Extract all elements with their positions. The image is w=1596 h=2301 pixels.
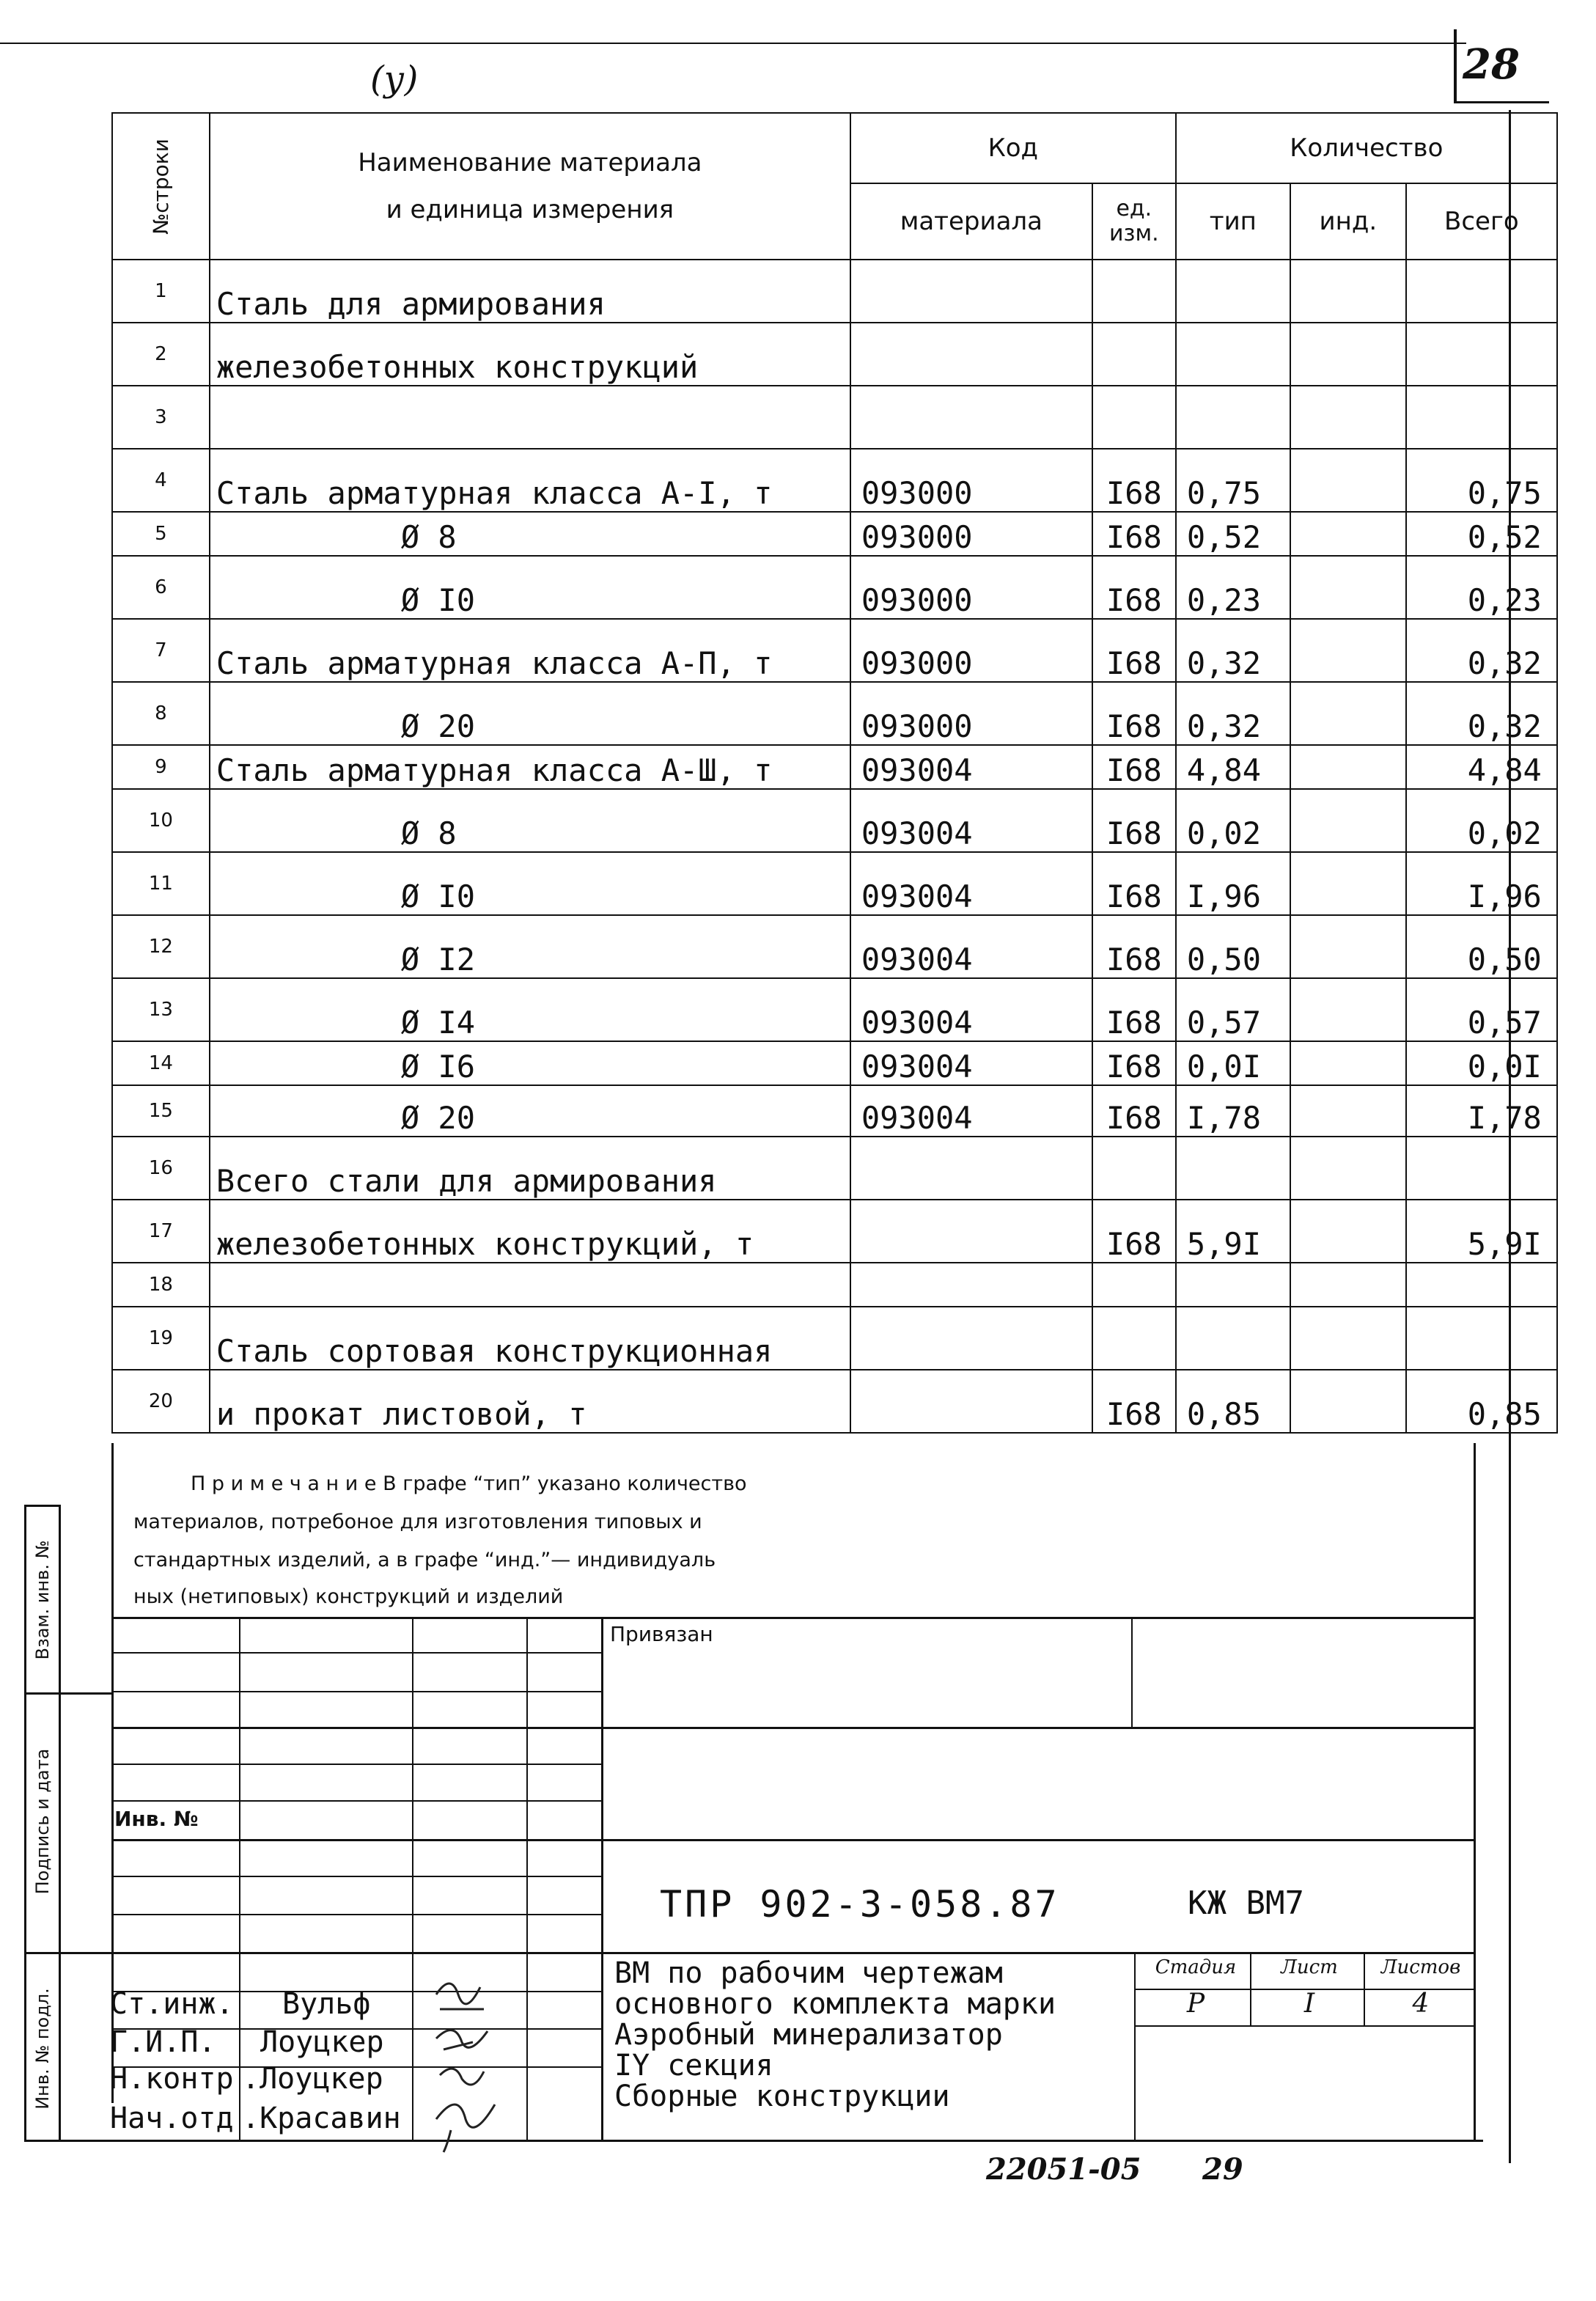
row-code (850, 386, 1092, 449)
row-diameter: Ø 20 (210, 682, 850, 745)
table-row (112, 1370, 1557, 1433)
row-ind-qty (1290, 1137, 1406, 1200)
row-ind-qty (1290, 323, 1406, 386)
row-type-qty: 4,84 (1176, 745, 1290, 789)
row-number: 12 (112, 915, 210, 978)
margin-right-line (59, 1505, 61, 2141)
privyazan-label: Привязан (610, 1622, 713, 1646)
row-type-qty: 0,02 (1176, 789, 1290, 852)
row-ind-qty (1290, 1085, 1406, 1137)
signer-role-1: Ст.инж. (110, 1987, 234, 2021)
row-name: Сталь арматурная класса А-П, т (210, 619, 850, 682)
row-code: 093004 (850, 915, 1092, 978)
row-unit (1092, 1307, 1176, 1370)
row-type-qty: 0,23 (1176, 556, 1290, 619)
sheet-number-box-bottom (1454, 101, 1549, 103)
table-row (112, 1085, 1557, 1137)
table-row (112, 978, 1557, 1041)
row-unit: I68 (1092, 619, 1176, 682)
row-total-qty: 0,75 (1406, 449, 1557, 512)
stamp-col-4 (601, 1617, 603, 2140)
table-row (112, 915, 1557, 978)
row-unit: I68 (1092, 1085, 1176, 1137)
table-row (112, 1200, 1557, 1263)
row-diameter: Ø 20 (210, 1085, 850, 1137)
row-unit: I68 (1092, 1370, 1176, 1433)
row-ind-qty (1290, 386, 1406, 449)
row-ind-qty (1290, 789, 1406, 852)
row-code (850, 1307, 1092, 1370)
header-type: тип (1176, 183, 1290, 260)
row-type-qty (1176, 386, 1290, 449)
side-label-sign-date: Подпись и дата (32, 1748, 53, 1895)
row-unit (1092, 1263, 1176, 1307)
row-diameter: Ø I4 (210, 978, 850, 1041)
row-name: и прокат листовой, т (210, 1370, 850, 1433)
row-ind-qty (1290, 1041, 1406, 1085)
row-ind-qty (1290, 1263, 1406, 1307)
table-row (112, 449, 1557, 512)
materials-table (111, 112, 1558, 1434)
stage-label: Стадия (1155, 1956, 1237, 1978)
row-total-qty: 0,50 (1406, 915, 1557, 978)
row-number: 4 (112, 449, 210, 512)
row-code (850, 1263, 1092, 1307)
row-total-qty: 0,0I (1406, 1041, 1557, 1085)
row-type-qty: I,96 (1176, 852, 1290, 915)
row-number: 3 (112, 386, 210, 449)
stamp-row-e (111, 1800, 603, 1802)
row-name: Всего стали для армирования (210, 1137, 850, 1200)
row-unit: I68 (1092, 449, 1176, 512)
row-code: 093004 (850, 852, 1092, 915)
row-code: 093000 (850, 449, 1092, 512)
row-number: 15 (112, 1085, 210, 1137)
row-diameter: Ø I2 (210, 915, 850, 978)
row-code (850, 1370, 1092, 1433)
row-unit (1092, 1137, 1176, 1200)
signer-name-2: Лоуцкер (260, 2025, 384, 2059)
side-label-inv-replace: Взам. инв. № (32, 1540, 53, 1660)
row-type-qty: I,78 (1176, 1085, 1290, 1137)
row-ind-qty (1290, 556, 1406, 619)
row-type-qty (1176, 1137, 1290, 1200)
table-row (112, 1137, 1557, 1200)
table-row (112, 619, 1557, 682)
row-code: 093000 (850, 556, 1092, 619)
row-ind-qty (1290, 1370, 1406, 1433)
sheet-value: I (1303, 1989, 1315, 2019)
row-unit: I68 (1092, 978, 1176, 1041)
table-row (112, 745, 1557, 789)
row-unit: I68 (1092, 852, 1176, 915)
table-row (112, 556, 1557, 619)
row-code: 093000 (850, 682, 1092, 745)
row-code: 093004 (850, 1085, 1092, 1137)
row-code: 093004 (850, 978, 1092, 1041)
row-type-qty: 0,75 (1176, 449, 1290, 512)
table-row (112, 260, 1557, 323)
header-unit: ед. изм. (1092, 183, 1176, 260)
bottom-archive-number: 22051-05 (986, 2152, 1141, 2187)
row-unit: I68 (1092, 789, 1176, 852)
row-total-qty: 0,85 (1406, 1370, 1557, 1433)
row-code (850, 323, 1092, 386)
row-name: Сталь арматурная класса А-I, т (210, 449, 850, 512)
row-type-qty: 0,32 (1176, 682, 1290, 745)
stamp-row-i (111, 1952, 1474, 1954)
row-unit: I68 (1092, 1041, 1176, 1085)
row-name: железобетонных конструкций, т (210, 1200, 850, 1263)
row-code: 093000 (850, 512, 1092, 556)
stamp-row-c (111, 1727, 1474, 1729)
stamp-row-a (111, 1652, 603, 1654)
row-total-qty: 0,23 (1406, 556, 1557, 619)
row-total-qty (1406, 260, 1557, 323)
note-right-line (1474, 1443, 1476, 2140)
row-diameter: Ø I6 (210, 1041, 850, 1085)
document-mark: КЖ ВМ7 (1188, 1885, 1304, 1922)
row-type-qty: 0,57 (1176, 978, 1290, 1041)
sheet-label: Лист (1281, 1956, 1338, 1978)
stamp-row-g (111, 1876, 603, 1877)
row-total-qty: 0,32 (1406, 619, 1557, 682)
row-number: 6 (112, 556, 210, 619)
row-number: 10 (112, 789, 210, 852)
row-diameter: Ø I0 (210, 556, 850, 619)
table-row (112, 386, 1557, 449)
row-type-qty: 0,32 (1176, 619, 1290, 682)
row-number: 19 (112, 1307, 210, 1370)
top-border-line (0, 43, 1466, 44)
row-ind-qty (1290, 978, 1406, 1041)
header-code: Код (850, 113, 1176, 183)
stamp-row-d (111, 1764, 603, 1765)
table-row (112, 512, 1557, 556)
header-name: Наименование материала и единица измерения (210, 113, 850, 260)
row-type-qty (1176, 1263, 1290, 1307)
row-number: 13 (112, 978, 210, 1041)
inv-no-label: Инв. № (114, 1807, 199, 1831)
note-line-2: материалов, потребоное для изготовления типовых и (133, 1511, 702, 1533)
stamp-stage-col-2 (1364, 1952, 1365, 2025)
table-row (112, 1263, 1557, 1307)
table-row (112, 789, 1557, 852)
row-code (850, 1200, 1092, 1263)
stamp-col-5 (1131, 1617, 1133, 1727)
header-total: Всего (1406, 183, 1557, 260)
row-total-qty: 0,57 (1406, 978, 1557, 1041)
top-mark: (у) (370, 59, 419, 100)
row-unit (1092, 386, 1176, 449)
row-number: 8 (112, 682, 210, 745)
row-ind-qty (1290, 682, 1406, 745)
row-number: 17 (112, 1200, 210, 1263)
row-number: 9 (112, 745, 210, 789)
stamp-top-line (111, 1617, 1474, 1619)
header-material: материала (850, 183, 1092, 260)
document-title: ВМ по рабочим чертежам основного комплекта марки Аэробный минерализатор IY секция Сборные конструкции (614, 1956, 1056, 2113)
table-row (112, 1041, 1557, 1085)
row-code: 093004 (850, 745, 1092, 789)
stamp-col-2 (412, 1617, 413, 2140)
document-code: ТПР 902-3-058.87 (660, 1883, 1060, 1926)
row-diameter: Ø 8 (210, 512, 850, 556)
row-number: 2 (112, 323, 210, 386)
row-diameter: Ø 8 (210, 789, 850, 852)
signer-name-1: Вульф (282, 1987, 371, 2021)
stamp-col-6 (1134, 1952, 1136, 2140)
row-number: 16 (112, 1137, 210, 1200)
row-name: Сталь сортовая конструкционная (210, 1307, 850, 1370)
row-ind-qty (1290, 915, 1406, 978)
signer-role-2: Г.И.П. (110, 2025, 216, 2059)
signer-role-4: Нач.отд (110, 2102, 234, 2135)
row-number: 11 (112, 852, 210, 915)
row-type-qty: 0,0I (1176, 1041, 1290, 1085)
row-unit: I68 (1092, 745, 1176, 789)
row-code: 093004 (850, 789, 1092, 852)
row-unit: I68 (1092, 556, 1176, 619)
row-name (210, 386, 850, 449)
row-type-qty: 0,85 (1176, 1370, 1290, 1433)
bottom-border-line (24, 2140, 1483, 2142)
note-line-1: П р и м е ч а н и е В графе “тип” указано количество (191, 1472, 747, 1495)
row-name: железобетонных конструкций (210, 323, 850, 386)
stamp-row-f (111, 1839, 1474, 1841)
signer-role-3: Н.контр (110, 2062, 234, 2096)
stamp-row-b (111, 1691, 603, 1692)
row-unit: I68 (1092, 682, 1176, 745)
row-ind-qty (1290, 1200, 1406, 1263)
sheets-label: Листов (1380, 1956, 1461, 1978)
row-number: 7 (112, 619, 210, 682)
row-unit (1092, 323, 1176, 386)
bottom-page-number: 29 (1202, 2152, 1243, 2187)
row-unit: I68 (1092, 915, 1176, 978)
stamp-col-1 (239, 1617, 240, 2140)
row-number: 1 (112, 260, 210, 323)
note-line-4: ных (нетиповых) конструкций и изделий (133, 1585, 564, 1608)
signer-name-4: .Красавин (242, 2102, 401, 2135)
header-rownum: №строки (112, 113, 210, 260)
row-total-qty (1406, 386, 1557, 449)
row-total-qty (1406, 1263, 1557, 1307)
row-ind-qty (1290, 619, 1406, 682)
row-total-qty: I,96 (1406, 852, 1557, 915)
row-type-qty: 0,50 (1176, 915, 1290, 978)
row-number: 20 (112, 1370, 210, 1433)
stage-value: Р (1186, 1989, 1205, 2019)
signatures-scribble (422, 1965, 532, 2156)
sheet-number: 28 (1463, 40, 1520, 89)
row-total-qty (1406, 1137, 1557, 1200)
header-ind: инд. (1290, 183, 1406, 260)
table-row (112, 852, 1557, 915)
row-total-qty: 5,9I (1406, 1200, 1557, 1263)
row-total-qty (1406, 323, 1557, 386)
row-unit: I68 (1092, 1200, 1176, 1263)
row-unit: I68 (1092, 512, 1176, 556)
table-row (112, 323, 1557, 386)
row-name: Сталь арматурная класса А-Ш, т (210, 745, 850, 789)
row-ind-qty (1290, 512, 1406, 556)
row-type-qty (1176, 1307, 1290, 1370)
row-type-qty (1176, 323, 1290, 386)
row-name: Сталь для армирования (210, 260, 850, 323)
row-total-qty (1406, 1307, 1557, 1370)
row-number: 14 (112, 1041, 210, 1085)
row-code: 093000 (850, 619, 1092, 682)
row-type-qty: 5,9I (1176, 1200, 1290, 1263)
sheet-number-box-left (1454, 29, 1457, 103)
row-type-qty (1176, 260, 1290, 323)
row-total-qty: I,78 (1406, 1085, 1557, 1137)
side-label-inv-orig: Инв. № подл. (32, 1988, 53, 2110)
row-code (850, 260, 1092, 323)
note-line-3: стандартных изделий, а в графе “инд.”— индивидуаль (133, 1549, 716, 1571)
row-total-qty: 0,02 (1406, 789, 1557, 852)
stamp-row-h (111, 1914, 603, 1915)
header-qty: Количество (1176, 113, 1557, 183)
row-ind-qty (1290, 449, 1406, 512)
row-total-qty: 0,32 (1406, 682, 1557, 745)
row-type-qty: 0,52 (1176, 512, 1290, 556)
stamp-stage-bottom (1134, 2025, 1474, 2027)
row-total-qty: 4,84 (1406, 745, 1557, 789)
row-ind-qty (1290, 745, 1406, 789)
margin-left-line (24, 1505, 26, 2141)
row-code: 093004 (850, 1041, 1092, 1085)
row-unit (1092, 260, 1176, 323)
signer-name-3: .Лоуцкер (242, 2062, 383, 2096)
sheets-value: 4 (1412, 1989, 1430, 2019)
row-total-qty: 0,52 (1406, 512, 1557, 556)
row-name (210, 1263, 850, 1307)
row-ind-qty (1290, 852, 1406, 915)
table-row (112, 682, 1557, 745)
row-diameter: Ø I0 (210, 852, 850, 915)
table-row (112, 1307, 1557, 1370)
row-ind-qty (1290, 1307, 1406, 1370)
row-code (850, 1137, 1092, 1200)
row-number: 18 (112, 1263, 210, 1307)
row-ind-qty (1290, 260, 1406, 323)
row-number: 5 (112, 512, 210, 556)
